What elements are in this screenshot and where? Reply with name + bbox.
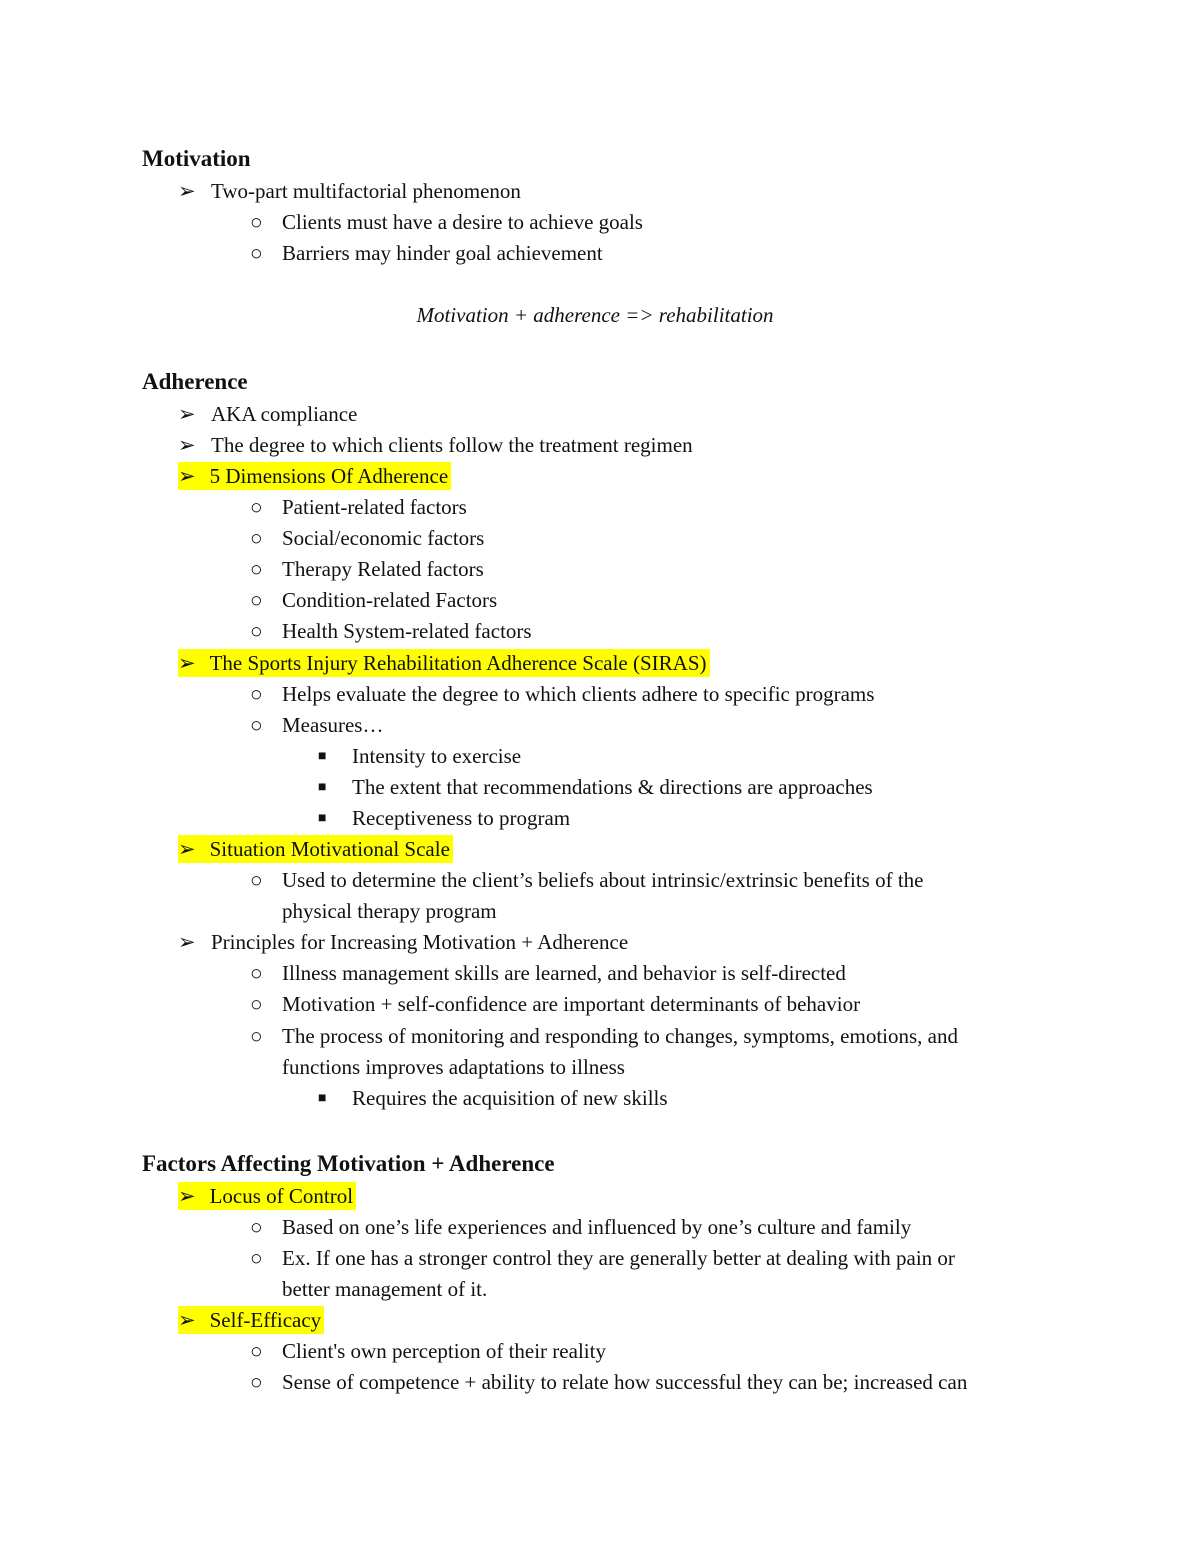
circle-bullet-icon: ○ bbox=[250, 868, 263, 892]
list-item bbox=[318, 803, 570, 834]
list-item-text: Therapy Related factors bbox=[282, 557, 484, 581]
list-item-continuation: functions improves adaptations to illness bbox=[282, 1055, 625, 1079]
arrow-bullet-icon: ➢ bbox=[178, 930, 196, 954]
list-item bbox=[250, 710, 383, 741]
list-item bbox=[250, 1367, 967, 1398]
list-item bbox=[250, 958, 846, 989]
list-item-text: AKA compliance bbox=[211, 402, 358, 426]
list-item-text: Condition-related Factors bbox=[282, 588, 498, 612]
list-item-text: Client's own perception of their reality bbox=[282, 1339, 606, 1363]
section-heading-adherence: Adherence bbox=[142, 369, 248, 394]
arrow-bullet-icon: ➢ bbox=[178, 651, 196, 675]
list-item-text: Motivation + self-confidence are important determinants of behavior bbox=[282, 992, 861, 1016]
list-item-text: Helps evaluate the degree to which clients adhere to specific programs bbox=[282, 682, 875, 706]
circle-bullet-icon: ○ bbox=[250, 588, 263, 612]
formula-line: Motivation + adherence => rehabilitation bbox=[416, 303, 774, 327]
list-item-text: Health System-related factors bbox=[282, 619, 532, 643]
square-bullet-icon: ■ bbox=[318, 1091, 327, 1106]
circle-bullet-icon: ○ bbox=[250, 557, 263, 581]
circle-bullet-icon: ○ bbox=[250, 1246, 263, 1270]
list-item-highlighted bbox=[178, 648, 710, 679]
circle-bullet-icon: ○ bbox=[250, 241, 263, 265]
circle-bullet-icon: ○ bbox=[250, 1339, 263, 1363]
arrow-bullet-icon: ➢ bbox=[178, 837, 196, 861]
list-item-highlighted bbox=[178, 834, 453, 865]
list-item-text: Patient-related factors bbox=[282, 495, 467, 519]
circle-bullet-icon: ○ bbox=[250, 713, 263, 737]
list-item bbox=[250, 1021, 958, 1052]
circle-bullet-icon: ○ bbox=[250, 1024, 263, 1048]
circle-bullet-icon: ○ bbox=[250, 619, 263, 643]
highlight bbox=[178, 1182, 356, 1210]
highlight bbox=[178, 462, 451, 490]
list-item-text: Self-Efficacy bbox=[209, 1308, 322, 1332]
list-item bbox=[178, 430, 693, 461]
list-item-text: Social/economic factors bbox=[282, 526, 485, 550]
arrow-bullet-icon: ➢ bbox=[178, 1308, 196, 1332]
list-item bbox=[178, 399, 357, 430]
list-item-text: The degree to which clients follow the treatment regimen bbox=[211, 433, 693, 457]
circle-bullet-icon: ○ bbox=[250, 682, 263, 706]
highlight bbox=[178, 1306, 324, 1334]
list-item-text: The extent that recommendations & directions are approaches bbox=[352, 775, 873, 799]
list-item-text: Two-part multifactorial phenomenon bbox=[211, 179, 521, 203]
list-item-text: Ex. If one has a stronger control they are generally better at dealing with pain or bbox=[282, 1246, 955, 1270]
list-item bbox=[250, 492, 467, 523]
arrow-bullet-icon: ➢ bbox=[178, 1184, 196, 1208]
list-item bbox=[318, 772, 873, 803]
list-item bbox=[250, 207, 643, 238]
list-item bbox=[318, 741, 521, 772]
list-item bbox=[178, 927, 628, 958]
list-item bbox=[318, 1083, 668, 1114]
list-item-text: Illness management skills are learned, and behavior is self-directed bbox=[282, 961, 846, 985]
list-item-continuation: better management of it. bbox=[282, 1277, 488, 1301]
circle-bullet-icon: ○ bbox=[250, 1370, 263, 1394]
circle-bullet-icon: ○ bbox=[250, 495, 263, 519]
list-item-text: Requires the acquisition of new skills bbox=[352, 1086, 668, 1110]
circle-bullet-icon: ○ bbox=[250, 992, 263, 1016]
circle-bullet-icon: ○ bbox=[250, 961, 263, 985]
arrow-bullet-icon: ➢ bbox=[178, 464, 196, 488]
list-item-continuation: physical therapy program bbox=[282, 899, 497, 923]
list-item bbox=[250, 865, 923, 896]
section-heading-motivation: Motivation bbox=[142, 146, 251, 171]
list-item bbox=[250, 1212, 911, 1243]
list-item-text: Locus of Control bbox=[209, 1184, 354, 1208]
list-item-text: Based on one’s life experiences and influenced by one’s culture and family bbox=[282, 1215, 912, 1239]
list-item bbox=[250, 616, 532, 647]
list-item-text: The process of monitoring and responding to changes, symptoms, emotions, and bbox=[282, 1024, 958, 1048]
list-item-highlighted bbox=[178, 1305, 324, 1336]
list-item-text: Situation Motivational Scale bbox=[209, 837, 450, 861]
square-bullet-icon: ■ bbox=[318, 749, 327, 764]
list-item-text: Principles for Increasing Motivation + Adherence bbox=[211, 930, 629, 954]
highlight bbox=[178, 649, 710, 677]
list-item-text: Clients must have a desire to achieve goals bbox=[282, 210, 643, 234]
list-item bbox=[250, 989, 860, 1020]
highlight bbox=[178, 835, 453, 863]
list-item-text: Used to determine the client’s beliefs about intrinsic/extrinsic benefits of the bbox=[282, 868, 924, 892]
circle-bullet-icon: ○ bbox=[250, 210, 263, 234]
list-item-highlighted bbox=[178, 461, 451, 492]
list-item-text: The Sports Injury Rehabilitation Adherence Scale (SIRAS) bbox=[209, 651, 707, 675]
list-item-text: Intensity to exercise bbox=[352, 744, 522, 768]
list-item bbox=[250, 554, 484, 585]
arrow-bullet-icon: ➢ bbox=[178, 402, 196, 426]
list-item bbox=[250, 679, 874, 710]
list-item bbox=[178, 176, 521, 207]
list-item bbox=[250, 523, 484, 554]
list-item-text: Barriers may hinder goal achievement bbox=[282, 241, 603, 265]
list-item bbox=[250, 238, 603, 269]
circle-bullet-icon: ○ bbox=[250, 1215, 263, 1239]
section-heading-factors: Factors Affecting Motivation + Adherence bbox=[142, 1151, 555, 1176]
square-bullet-icon: ■ bbox=[318, 780, 327, 795]
list-item-text: Sense of competence + ability to relate how successful they can be; increased can bbox=[282, 1370, 968, 1394]
list-item bbox=[250, 1243, 955, 1274]
list-item-text: Receptiveness to program bbox=[352, 806, 571, 830]
list-item-highlighted bbox=[178, 1181, 356, 1212]
square-bullet-icon: ■ bbox=[318, 811, 327, 826]
list-item-text: Measures… bbox=[282, 713, 384, 737]
arrow-bullet-icon: ➢ bbox=[178, 433, 196, 457]
list-item-text: 5 Dimensions Of Adherence bbox=[209, 464, 449, 488]
arrow-bullet-icon: ➢ bbox=[178, 179, 196, 203]
list-item bbox=[250, 1336, 606, 1367]
list-item bbox=[250, 585, 497, 616]
circle-bullet-icon: ○ bbox=[250, 526, 263, 550]
